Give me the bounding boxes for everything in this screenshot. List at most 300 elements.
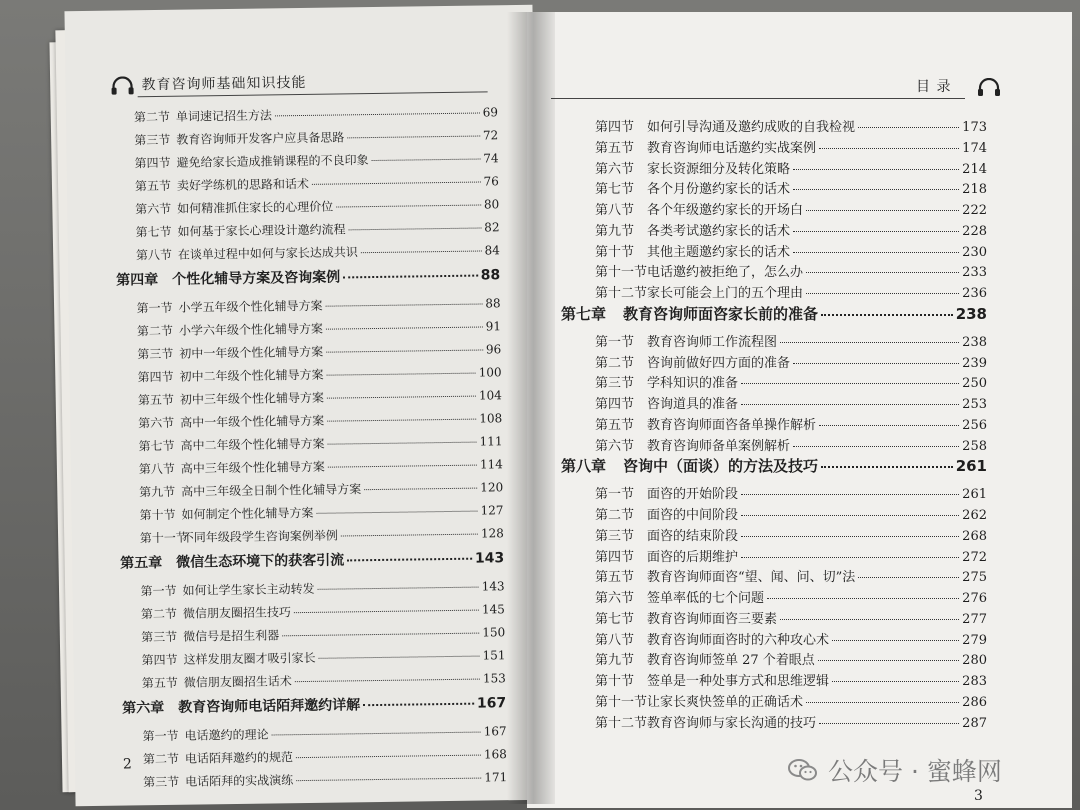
page-ref: 228	[962, 223, 987, 239]
toc-title: 这样发朋友圈才吸引家长	[183, 650, 316, 667]
header-rule	[551, 98, 965, 99]
dot-leader	[328, 442, 477, 445]
toc-title: 小学六年级个性化辅导方案	[178, 321, 324, 338]
page-number: 3	[974, 788, 983, 804]
page-ref: 276	[962, 591, 987, 606]
dot-leader	[296, 755, 481, 759]
toc-section	[135, 218, 499, 240]
section-label: 第四节	[134, 155, 171, 171]
toc-section	[143, 768, 507, 790]
section-label: 第二节	[595, 355, 635, 371]
page-ref: 222	[962, 203, 987, 218]
toc-title: 电话邀约被拒绝了，怎么办	[647, 265, 804, 281]
section-label: 第六节	[595, 161, 635, 177]
page-ref: 239	[962, 355, 987, 371]
page-ref: 258	[962, 438, 987, 454]
page-ref: 280	[962, 653, 987, 669]
page-ref: 261	[962, 487, 987, 503]
toc-section	[139, 478, 503, 500]
section-label: 第十一节	[139, 530, 188, 546]
dot-leader	[364, 488, 477, 491]
toc-title: 让家长爽快签单的正确话术	[647, 694, 804, 710]
page-ref: 279	[962, 632, 987, 648]
toc-section	[595, 691, 987, 710]
page-ref: 143	[474, 550, 505, 567]
page-ref: 84	[484, 243, 500, 258]
dot-leader	[819, 148, 959, 149]
dot-leader	[806, 210, 959, 211]
toc-chapter	[116, 264, 500, 289]
toc-section	[138, 409, 502, 431]
toc-title: 高中二年级个性化辅导方案	[180, 436, 325, 453]
page-ref: 114	[479, 457, 503, 472]
page-number: 2	[122, 756, 133, 773]
dot-leader	[295, 679, 480, 683]
page-ref: 283	[962, 674, 987, 689]
page-ref: 167	[476, 695, 507, 712]
toc-section	[141, 623, 505, 645]
toc-section	[139, 501, 503, 523]
toc-section	[140, 524, 504, 546]
dot-leader	[806, 702, 959, 703]
toc-title: 电话陌拜邀约的规范	[184, 750, 294, 766]
section-label: 第四节	[595, 397, 635, 412]
toc-title: 各类考试邀约家长的话术	[647, 223, 791, 239]
page-ref: 253	[962, 397, 987, 412]
toc-section	[595, 116, 987, 135]
page-ref: 261	[955, 457, 987, 476]
toc-title: 各个月份邀约家长的话术	[647, 182, 791, 198]
toc-section	[135, 172, 499, 194]
dot-leader	[349, 228, 482, 231]
section-label: 第五节	[595, 417, 635, 433]
page-ref: 272	[962, 549, 987, 565]
toc-title: 单词速记招生方法	[175, 108, 273, 124]
watermark	[788, 752, 1002, 788]
section-label: 第七节	[138, 438, 175, 454]
dot-leader	[741, 536, 959, 537]
toc-title: 咨询中（面谈）的方法及技巧	[623, 457, 819, 476]
toc-section	[134, 126, 498, 148]
dot-leader	[317, 511, 478, 514]
section-label: 第三节	[595, 528, 635, 544]
toc-section	[137, 340, 501, 362]
toc-title: 微信号是招生利器	[183, 628, 280, 644]
dot-leader	[793, 189, 959, 190]
dot-leader	[318, 587, 479, 590]
section-label: 第七节	[595, 182, 635, 198]
toc-section	[595, 504, 987, 523]
toc-section	[595, 670, 987, 689]
dot-leader	[793, 231, 959, 232]
section-label: 第四节	[595, 549, 635, 565]
toc-title: 各个年级邀约家长的开场白	[647, 203, 804, 218]
dot-leader	[343, 275, 478, 279]
section-label: 第四节	[595, 120, 635, 135]
section-label: 第八节	[595, 632, 635, 648]
section-label: 第五节	[141, 675, 178, 691]
toc-section	[595, 199, 987, 218]
toc-title: 如何基于家长心理设计邀约流程	[177, 222, 346, 239]
page-ref: 173	[962, 120, 987, 135]
toc-section	[595, 712, 987, 731]
section-label: 第十二节	[595, 715, 648, 731]
toc-chapter	[561, 455, 987, 476]
page-ref: 104	[478, 388, 502, 403]
page-ref: 91	[485, 319, 502, 334]
toc-title: 高中一年级个性化辅导方案	[180, 413, 325, 430]
page-ref: 153	[482, 671, 506, 686]
dot-leader	[793, 363, 959, 364]
dot-leader	[821, 314, 953, 316]
section-label: 第七节	[595, 611, 635, 627]
toc-section	[137, 363, 501, 385]
toc-section	[143, 745, 507, 767]
toc-title: 如何让学生家长主动转发	[182, 581, 315, 598]
running-header: 教育咨询师基础知识技能	[141, 74, 307, 94]
dot-leader	[858, 127, 959, 128]
section-label: 第十一节	[595, 265, 648, 281]
section-label: 第十节	[139, 507, 176, 523]
dot-leader	[361, 251, 482, 254]
toc-title: 教育咨询师备单案例解析	[647, 438, 791, 454]
page-ref: 82	[484, 220, 500, 235]
section-label: 第二节	[142, 751, 180, 767]
toc-title: 如何引导沟通及邀约成败的自我检视	[647, 120, 856, 135]
section-label: 第五节	[137, 392, 175, 408]
page-ref: 233	[962, 265, 987, 281]
watermark-text: 公众号 · 蜜蜂网	[828, 757, 1002, 786]
page-ref: 275	[962, 570, 987, 586]
dot-leader	[312, 182, 481, 185]
section-label: 第二节	[133, 109, 171, 125]
page-ref: 145	[481, 602, 505, 617]
toc-section	[595, 414, 987, 433]
page-ref: 218	[962, 182, 987, 198]
section-label: 第十二节	[595, 286, 648, 301]
book-spine-shadow	[507, 12, 555, 804]
toc-section	[595, 546, 987, 565]
page-ref: 108	[479, 411, 503, 426]
dot-leader	[818, 660, 959, 661]
section-label: 第一节	[140, 583, 177, 599]
toc-section	[142, 722, 506, 744]
section-label: 第五节	[595, 140, 635, 156]
toc-title: 教育咨询师开发客户应具备思路	[176, 130, 345, 147]
chapter-label: 第四章	[116, 272, 159, 289]
toc-section	[138, 386, 502, 408]
toc-title: 学科知识的准备	[647, 376, 739, 392]
section-label: 第九节	[139, 484, 176, 500]
toc-title: 初中一年级个性化辅导方案	[179, 344, 324, 361]
toc-chapter	[561, 303, 987, 324]
chapter-label: 第八章	[561, 457, 607, 476]
toc-title: 签单是一种处事方式和思维逻辑	[647, 674, 830, 689]
dot-leader	[767, 598, 959, 599]
dot-leader	[741, 515, 959, 516]
toc-section	[137, 294, 501, 316]
page-ref: 74	[483, 151, 499, 166]
dot-leader	[326, 349, 483, 352]
dot-leader	[780, 619, 959, 620]
chapter-label: 第六章	[122, 699, 165, 717]
toc-section	[595, 372, 987, 391]
toc-section	[595, 241, 987, 260]
toc-title: 初中三年级个性化辅导方案	[179, 390, 325, 407]
dot-leader	[819, 723, 959, 724]
toc-title: 教育咨询师面咨家长前的准备	[623, 304, 819, 323]
left-page	[64, 5, 543, 806]
toc-title: 面咨的后期维护	[647, 549, 739, 565]
dot-leader	[326, 304, 483, 307]
page-ref: 286	[962, 694, 987, 710]
toc-title: 不同年级段学生咨询案例举例	[181, 528, 338, 545]
toc-section	[134, 149, 498, 171]
toc-title: 如何制定个性化辅导方案	[181, 505, 314, 522]
page-ref: 111	[479, 434, 503, 449]
toc-title: 避免给家长造成推销课程的不良印象	[176, 153, 369, 170]
toc-section	[595, 525, 987, 544]
section-label: 第一节	[136, 300, 173, 316]
section-label: 第六节	[138, 415, 175, 431]
toc-title: 签单率低的七个问题	[647, 591, 765, 606]
dot-leader	[793, 252, 959, 253]
page-ref: 174	[962, 140, 987, 156]
page-ref: 262	[962, 508, 987, 523]
page-ref: 88	[485, 296, 501, 311]
toc-title: 咨询前做好四方面的准备	[647, 355, 791, 371]
page-ref: 150	[482, 625, 506, 640]
section-label: 第一节	[142, 728, 179, 744]
section-label: 第六节	[135, 201, 172, 217]
dot-leader	[347, 558, 472, 562]
dot-leader	[819, 425, 959, 426]
toc-title: 高中三年级全日制个性化辅导方案	[181, 482, 362, 499]
page-ref: 236	[962, 286, 987, 301]
toc-section	[595, 483, 987, 502]
toc-section	[595, 649, 987, 668]
toc-title: 教育咨询师面咨“望、闻、问、切”法	[647, 570, 856, 586]
section-label: 第八节	[135, 247, 172, 263]
toc-title: 教育咨询师工作流程图	[647, 334, 778, 350]
page-ref: 214	[962, 161, 987, 177]
page-ref: 171	[484, 770, 508, 785]
page-ref: 238	[962, 334, 987, 350]
toc-section	[595, 393, 987, 412]
toc-title: 家长资源细分及转化策略	[647, 161, 791, 177]
section-label: 第六节	[595, 438, 635, 454]
page-ref: 69	[482, 105, 499, 120]
toc-section	[134, 103, 498, 125]
section-label: 第二节	[595, 508, 635, 523]
page-ref: 76	[483, 174, 499, 189]
dot-leader	[741, 557, 959, 558]
page-ref: 88	[480, 267, 501, 284]
toc-title: 微信朋友圈招生话术	[183, 674, 292, 690]
page-ref: 151	[482, 648, 506, 663]
section-label: 第三节	[143, 774, 180, 790]
toc-title: 面咨的开始阶段	[647, 487, 739, 503]
headset-icon	[976, 78, 1002, 98]
page-ref: 100	[478, 365, 502, 380]
toc-section	[142, 669, 506, 691]
section-label: 第九节	[595, 223, 635, 239]
dot-leader	[858, 577, 959, 578]
page-ref: 127	[480, 503, 504, 518]
toc-section	[138, 432, 502, 454]
page-ref: 143	[481, 579, 505, 594]
dot-leader	[319, 656, 480, 659]
toc-section	[135, 195, 499, 217]
toc-chapter	[120, 547, 504, 572]
dot-leader	[806, 272, 959, 273]
page-ref: 167	[483, 724, 507, 739]
page-ref: 168	[483, 747, 507, 762]
dot-leader	[741, 494, 959, 495]
right-page	[527, 12, 1072, 808]
dot-leader	[282, 633, 479, 637]
toc-title: 教育咨询师面咨备单操作解析	[647, 417, 817, 433]
dot-leader	[793, 169, 959, 170]
section-label: 第十节	[595, 674, 635, 689]
section-label: 第一节	[595, 334, 635, 350]
toc-section	[595, 587, 987, 606]
chapter-label: 第七章	[561, 304, 607, 323]
page-ref: 277	[962, 611, 987, 627]
section-label: 第七节	[135, 224, 172, 240]
section-label: 第三节	[134, 132, 171, 148]
dot-leader	[806, 293, 959, 294]
page-ref: 120	[480, 480, 504, 495]
toc-title: 咨询道具的准备	[647, 397, 739, 412]
toc-title: 微信朋友圈招生技巧	[182, 605, 291, 621]
page-ref: 96	[485, 342, 502, 357]
chapter-label: 第五章	[120, 554, 163, 572]
toc-title: 初中二年级个性化辅导方案	[179, 367, 324, 384]
dot-leader	[275, 113, 480, 117]
section-label: 第三节	[595, 376, 635, 392]
toc-title: 教育咨询师面咨时的六种攻心术	[647, 632, 830, 648]
section-label: 第八节	[138, 461, 175, 477]
toc-title: 在谈单过程中如何与家长达成共识	[177, 245, 358, 262]
toc-title: 教育咨询师签单 27 个着眼点	[647, 653, 815, 669]
toc-title: 面咨的中间阶段	[647, 508, 739, 523]
dot-leader	[741, 404, 959, 405]
toc-section	[595, 331, 987, 350]
toc-chapter	[122, 692, 506, 717]
dot-leader	[793, 446, 959, 447]
toc-title: 电话陌拜的实战演练	[185, 773, 294, 789]
dot-leader	[347, 136, 480, 139]
toc-section	[595, 435, 987, 454]
dot-leader	[832, 681, 959, 682]
dot-leader	[326, 326, 483, 329]
dot-leader	[296, 778, 481, 782]
section-label: 第十一节	[595, 694, 648, 710]
section-label: 第一节	[595, 487, 635, 503]
toc-section	[141, 600, 505, 622]
dot-leader	[272, 732, 481, 736]
page-ref: 287	[962, 715, 987, 731]
toc-title: 微信生态环境下的获客引流	[176, 552, 345, 571]
toc-title: 教育咨询师电话邀约实战案例	[647, 140, 817, 156]
toc-title: 教育咨询师与家长沟通的技巧	[647, 715, 817, 731]
toc-section	[595, 352, 987, 371]
dot-leader	[294, 610, 479, 614]
section-label: 第三节	[141, 629, 178, 645]
wechat-icon	[788, 758, 818, 782]
toc-title: 家长可能会上门的五个理由	[647, 286, 804, 301]
section-label: 第九节	[595, 653, 635, 669]
dot-leader	[832, 640, 959, 641]
toc-title: 如何精准抓住家长的心理价位	[177, 199, 334, 216]
dot-leader	[328, 465, 477, 468]
dot-leader	[821, 466, 953, 468]
dot-leader	[327, 419, 476, 422]
section-label: 第三节	[137, 346, 174, 362]
toc-title: 电话邀约的理论	[184, 727, 269, 743]
section-label: 第四节	[141, 652, 178, 668]
toc-section	[595, 158, 987, 177]
section-label: 第六节	[595, 591, 635, 606]
toc-section	[136, 241, 500, 263]
toc-title: 个性化辅导方案及咨询案例	[172, 269, 341, 288]
section-label: 第十节	[595, 244, 635, 260]
toc-section	[595, 629, 987, 648]
dot-leader	[363, 703, 474, 707]
page-ref: 268	[962, 528, 987, 544]
dot-leader	[336, 205, 481, 208]
section-label: 第二节	[136, 323, 174, 339]
page-ref: 238	[955, 304, 987, 323]
dot-leader	[780, 342, 959, 343]
toc-title: 卖好学练机的思路和话术	[176, 176, 310, 193]
toc-title: 小学五年级个性化辅导方案	[178, 298, 323, 315]
toc-section	[595, 178, 987, 197]
running-header: 目 录	[916, 79, 952, 95]
toc-title: 高中三年级个性化辅导方案	[180, 459, 325, 476]
section-label: 第四节	[137, 369, 174, 385]
toc-section	[139, 455, 503, 477]
headset-icon	[109, 76, 135, 96]
toc-title: 教育咨询师电话陌拜邀约详解	[178, 697, 361, 716]
toc-section	[595, 566, 987, 585]
dot-leader	[327, 396, 476, 399]
dot-leader	[741, 383, 959, 384]
dot-leader	[372, 159, 481, 162]
toc-section	[595, 282, 987, 301]
toc-section	[140, 577, 504, 599]
toc-title: 面咨的结束阶段	[647, 528, 739, 544]
toc-section	[595, 220, 987, 239]
toc-section	[595, 608, 987, 627]
toc-section	[137, 317, 501, 339]
section-label: 第五节	[595, 570, 635, 586]
dot-leader	[341, 534, 478, 537]
section-label: 第二节	[140, 606, 178, 622]
toc-title: 教育咨询师面咨三要素	[647, 611, 778, 627]
toc-title: 其他主题邀约家长的话术	[647, 244, 791, 260]
page-ref: 230	[962, 244, 987, 260]
section-label: 第五节	[134, 178, 172, 194]
page-ref: 72	[482, 128, 499, 143]
page-ref: 80	[483, 197, 500, 212]
toc-section	[595, 137, 987, 156]
page-ref: 256	[962, 417, 987, 433]
dot-leader	[327, 373, 476, 376]
toc-section	[595, 261, 987, 280]
page-ref: 128	[480, 526, 504, 541]
